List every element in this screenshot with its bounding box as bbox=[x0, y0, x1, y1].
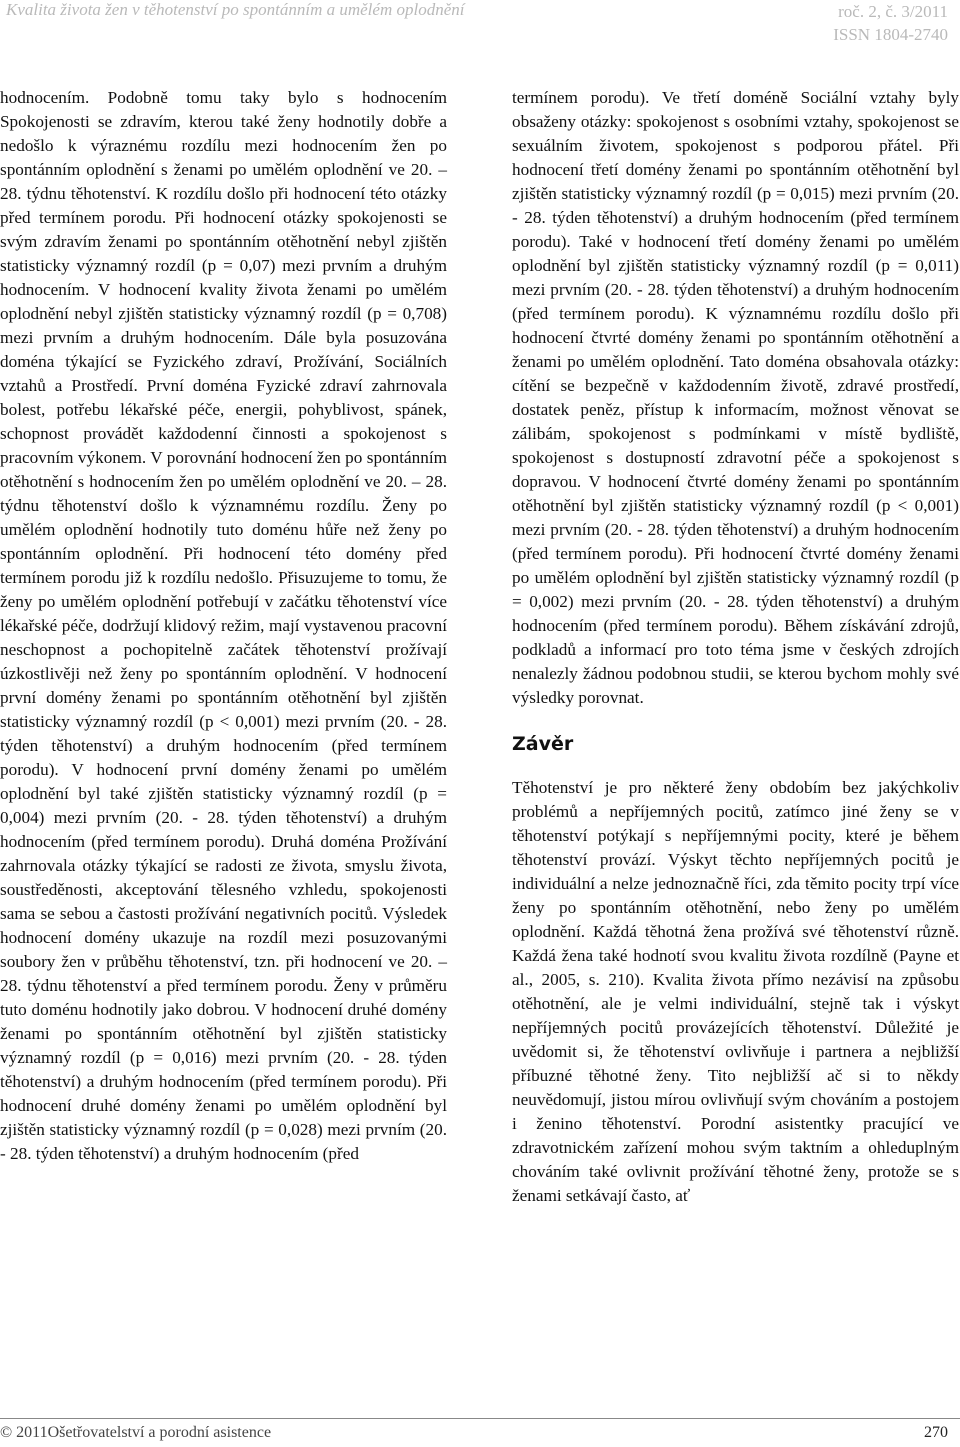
conclusion-paragraph: Těhotenství je pro některé ženy obdobím bez jakýchkoliv problémů a nepříjemných pocitů, zatímco jiné ženy se v těhotenství potýkají s nepříjemnými pocity, které je během těhotenství provází. Výskyt těchto nepříjemných pocitů je individuální a nelze jednoznačně říci, zda těmito pocity trpí více ženy po spontánním otěhotnění, nebo ženy po umělém oplodnění. Každá těhotná žena prožívá své těhotenství různě. Každá žena také hodnotí svou kvalitu života rozdílně (Payne et al., 2005, s. 210). Kvalita života přímo nezávisí na způsobu otěhotnění, ale je velmi individuální, stejně tak i výskyt nepříjemných pocitů provázejících těhotenství. Důležité je uvědomit si, že těhotenství ovlivňuje i partnera a nejbližší příbuzné těhotné ženy. Tito nejbližší ač si to někdy neuvědomují, jistou mírou ovlivňují svým chováním a postojem i ženino těhotenství. Porodní asistentky pracující ve zdravotnickém zařízení mohou svým taktním a ohleduplným chováním také ovlivnit prožívání těhotné ženy, protože se s ženami setkávají často, ať bbox=[512, 778, 959, 1205]
page-number: 270 bbox=[924, 1424, 948, 1441]
issue-number: roč. 2, č. 3/2011 bbox=[838, 2, 948, 21]
right-column bbox=[512, 86, 959, 1208]
issue-info bbox=[833, 0, 948, 46]
left-column bbox=[0, 86, 447, 1166]
body-paragraph: hodnocením. Podobně tomu taky bylo s hodnocením Spokojenosti se zdravím, kterou také ženy hodnotily dobře a nedošlo k výraznému rozdílu mezi hodnocením žen po spontánním oplodnění s ženami po umělém oplodnění ve 20. – 28. týdnu těhotenství. K rozdílu došlo při hodnocení této otázky před termínem porodu. Při hodnocení otázky spokojenosti se svým zdravím ženami po spontánním otěhotnění nebyl zjištěn statisticky významný rozdíl (p = 0,07) mezi prvním a druhým hodnocením. V hodnocení kvality života ženami po umělém oplodnění nebyl zjištěn statisticky významný rozdíl (p = 0,708) mezi prvním a druhým hodnocením. Dále byla posuzována doména týkající se Fyzického zdraví, Prožívání, Sociálních vztahů a Prostředí. První doména Fyzické zdraví zahrnovala bolest, potřebu lékařské péče, energii, pohyblivost, spánek, schopnost provádět každodenní činnosti a spokojenost s pracovním výkonem. V porovnání hodnocení žen po spontánním otěhotnění s hodnocením žen po umělém oplodnění ve 20. – 28. týdnu těhotenství došlo k významnému rozdílu. Ženy po umělém oplodnění hodnotily tuto doménu hůře než ženy po spontánním oplodnění. Při hodnocení této domény před termínem porodu již k rozdílu nedošlo. Přisuzujeme to tomu, že ženy po umělém oplodnění potřebují v začátku těhotenství více lékařské péče, dodržují klidový režim, mají vystavenou pracovní neschopnost a pochopitelně začátek těhotenství prožívají úzkostlivěji než ženy po spontánním oplodnění. V hodnocení první domény ženami po spontánním otěhotnění byl zjištěn statisticky významný rozdíl (p < 0,001) mezi prvním (20. - 28. týden těhotenství) a druhým hodnocením (před termínem porodu). V hodnocení první domény ženami po umělém oplodnění byl také zjištěn statisticky významný rozdíl (p = 0,004) mezi prvním (20. - 28. týden těhotenství) a druhým hodnocením (před termínem porodu). Druhá doména Prožívání zahrnovala otázky týkající se radosti ze života, smyslu života, soustředěnosti, akceptování tělesného vzhledu, spokojenosti sama se sebou a častosti prožívání negativních pocitů. Výsledek hodnocení domény ukazuje na rozdíl mezi posuzovanými soubory žen v průběhu těhotenství, tzn. při hodnocení ve 20. – 28. týdnu těhotenství a před termínem porodu. Ženy v průměru tuto doménu hodnotily jako dobrou. V hodnocení druhé domény ženami po spontánním otěhotnění byl zjištěn statisticky významný rozdíl (p = 0,016) mezi prvním (20. - 28. týden těhotenství) a druhým hodnocením (před termínem porodu). Při hodnocení druhé domény ženami po umělém oplodnění byl zjištěn statisticky významný rozdíl (p = 0,028) mezi prvním (20. - 28. týden těhotenství) a druhým hodnocením (před bbox=[0, 88, 447, 1163]
body-paragraph: termínem porodu). Ve třetí doméně Sociální vztahy byly obsaženy otázky: spokojenost s osobními vztahy, spokojenost se sexuálním životem, spokojenost s podporou přátel. Při hodnocení třetí domény ženami po spontánním otěhotnění byl zjištěn statisticky významný rozdíl (p = 0,015) mezi prvním (20. - 28. týden těhotenství) a druhým hodnocením (před termínem porodu). Také v hodnocení třetí domény ženami po umělém oplodnění byl zjištěn statisticky významný rozdíl (p = 0,011) mezi prvním (20. - 28. týden těhotenství) a druhým hodnocením (před termínem porodu). K významnému rozdílu došlo při hodnocení čtvrté domény ženami po spontánním otěhotnění a ženami po umělém oplodnění. Tato doména obsahovala otázky: cítění se bezpečně v každodenním životě, zdravé prostředí, dostatek peněz, přístup k informacím, možnost věnovat se zálibám, spokojenost s podmínkami v místě bydliště, spokojenost s dostupností zdravotní péče a spokojenost s dopravou. V hodnocení čtvrté domény ženami po spontánním otěhotnění byl zjištěn statisticky významný rozdíl (p < 0,001) mezi prvním (20. - 28. týden těhotenství) a druhým hodnocením (před termínem porodu). Při hodnocení čtvrté domény ženami po umělém oplodnění byl zjištěn statisticky významný rozdíl (p = 0,002) mezi prvním (20. - 28. týden těhotenství) a druhým hodnocením (před termínem porodu). Během získávání zdrojů, podkladů a informací pro toto téma jsme v českých zdrojích nenalezly žádnou podobnou studii, se kterou bychom mohly své výsledky porovnat. bbox=[512, 88, 959, 707]
footer-divider bbox=[0, 1418, 960, 1419]
issn: ISSN 1804-2740 bbox=[833, 25, 948, 44]
journal-running-title: Kvalita života žen v těhotenství po spontánním a umělém oplodnění bbox=[6, 0, 465, 19]
footer-copyright: © 2011Ošetřovatelství a porodní asistence bbox=[0, 1424, 272, 1441]
section-heading-conclusion: Závěr bbox=[512, 733, 574, 755]
